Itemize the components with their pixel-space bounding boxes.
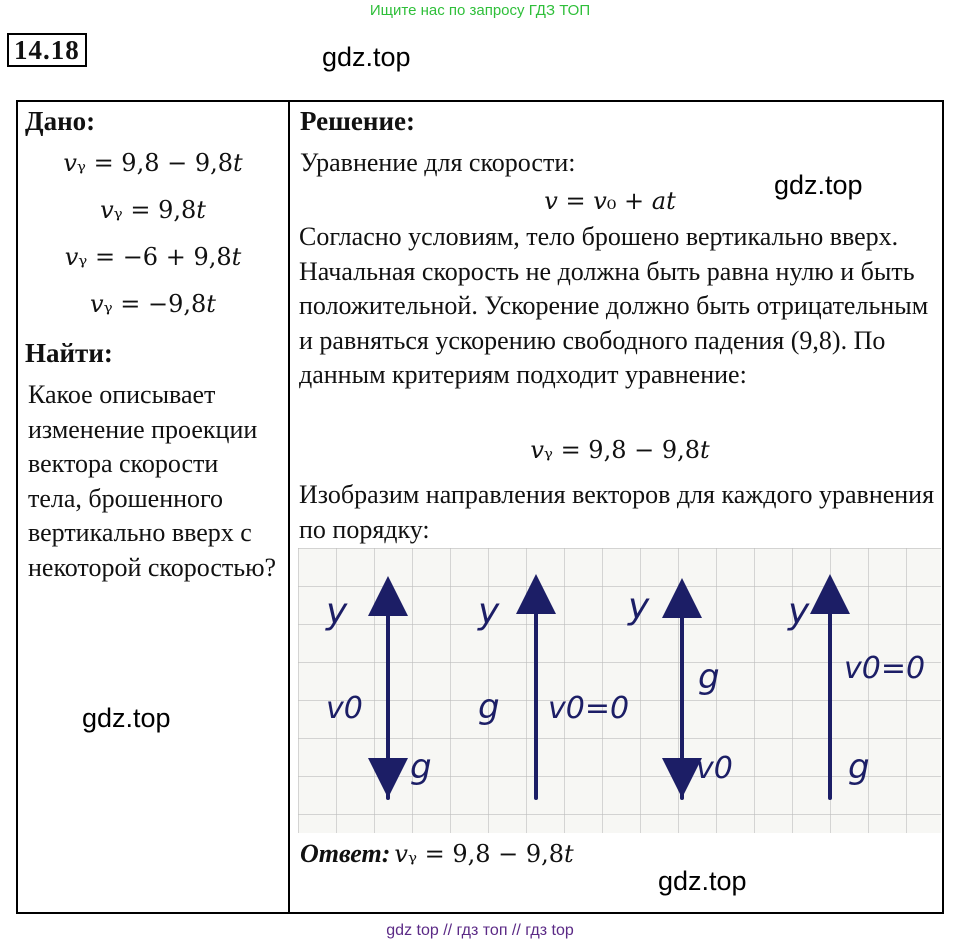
column-divider — [288, 100, 290, 914]
figure-intro: Изобразим направления векторов для каждого уравнения по порядку: — [299, 480, 935, 544]
find-question: Какое описывает изменение проекции вектора скорости тела, брошенного вертикально вверх с некоторой скоростью? — [28, 380, 277, 582]
v0-label: v0 — [696, 751, 733, 786]
v0-zero-label: v0=0 — [844, 651, 926, 686]
find-heading: Найти: — [25, 338, 113, 368]
solution-heading: Решение: — [300, 106, 415, 136]
bottom-note: gdz top // гдз топ // гдз top — [386, 922, 574, 939]
top-search-note: Ищите нас по запросу ГДЗ ТОП — [369, 2, 591, 19]
watermark: gdz.top — [82, 703, 171, 733]
vector-diagram-photo — [298, 548, 941, 833]
chosen-equation: 𝑣ᵧ = 9,8 − 9,8𝑡 — [530, 436, 710, 464]
given-equation-4: 𝑣ᵧ = −9,8𝑡 — [90, 290, 216, 318]
speed-equation: 𝑣 = 𝑣₀ + 𝑎𝑡 — [544, 187, 676, 215]
v0-label: v0 — [326, 691, 363, 726]
g-label: g — [478, 687, 500, 727]
given-equation-3: 𝑣ᵧ = −6 + 9,8𝑡 — [64, 243, 242, 271]
g-label: g — [698, 657, 720, 697]
watermark: gdz.top — [658, 866, 747, 896]
y-axis-label: y — [628, 586, 650, 627]
y-axis-label: y — [326, 591, 348, 632]
y-axis-label: y — [788, 591, 810, 632]
given-equations — [22, 140, 284, 328]
g-label: g — [848, 747, 870, 787]
given-equation-2: 𝑣ᵧ = 9,8𝑡 — [100, 196, 206, 224]
solution-paragraph: Согласно условиям, тело брошено вертикально вверх. Начальная скорость не должна быть равна нулю и быть положительной. Ускорение должно быть отрицательным и равняться ускорению свободного падения (9,8). По данным критериям подходит уравнение: — [299, 222, 929, 389]
given-equation-1: 𝑣ᵧ = 9,8 − 9,8𝑡 — [63, 149, 243, 177]
speed-equation-label: Уравнение для скорости: — [300, 148, 576, 177]
answer-line — [300, 836, 574, 872]
g-label: g — [410, 747, 432, 787]
given-heading: Дано: — [25, 106, 96, 136]
watermark: gdz.top — [774, 170, 863, 200]
problem-number: 14.18 — [7, 33, 87, 67]
answer-value: 𝑣ᵧ = 9,8 − 9,8𝑡 — [394, 840, 574, 868]
watermark: gdz.top — [322, 42, 411, 72]
v0-zero-label: v0=0 — [548, 691, 630, 726]
answer-label: Ответ: — [300, 839, 391, 868]
y-axis-label: y — [478, 591, 500, 632]
